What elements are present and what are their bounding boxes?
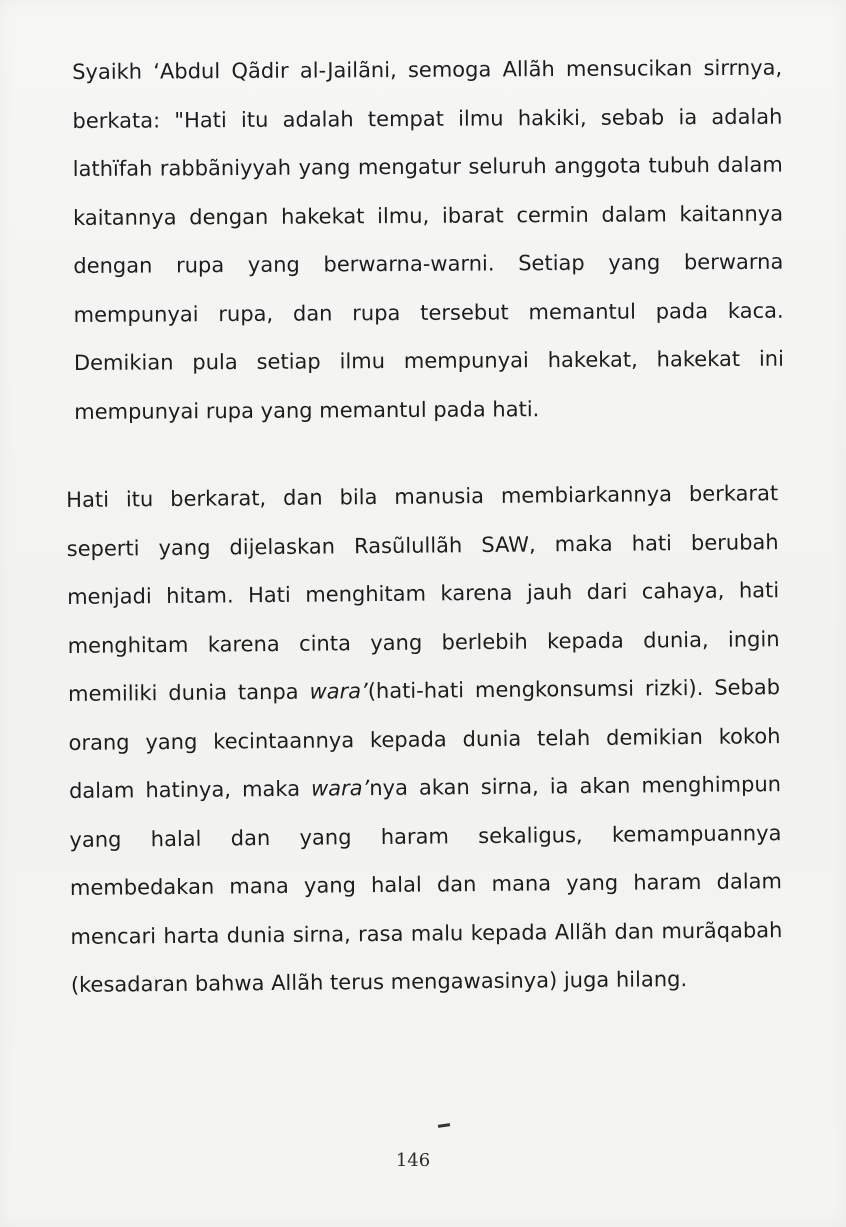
italic-term-wara-2: wara’ [310, 776, 370, 801]
paragraph-1 [72, 44, 784, 436]
ink-mark [438, 1123, 450, 1128]
italic-term-wara-1: wara’ [309, 679, 368, 704]
paragraph-2 [66, 469, 783, 1009]
paragraph-1-text: Syaikh ‘Abdul Qãdir al-Jailãni, semoga Allãh mensucikan sirrnya, berkata: "Hati itu adalah tempat ilmu hakiki, sebab ia adalah lathïfah rabbãniyyah yang mengatur seluruh anggota tubuh dalam kaitannya dengan hakekat ilmu, ibarat cermin dalam kaitannya dengan rupa yang berwarna-warni. Setiap yang berwarna mempunyai rupa, dan rupa tersebut memantul pada kaca. Demikian pula setiap ilmu mempunyai hakekat, hakekat ini mempunyai rupa yang memantul pada hati. [72, 55, 784, 424]
paragraph-2-text-a: Hati itu berkarat, dan bila manusia membiarkannya berkarat seperti yang dijelaskan Rasũlullãh SAW, maka hati berubah menjadi hitam. Hati menghitam karena jauh dari cahaya, hati menghitam karena cinta yang berlebih kepada dunia, ingin memiliki dunia tanpa [66, 481, 780, 706]
paragraph-2-text-b: (hati-hati mengkonsumsi rizki). Sebab orang yang kecintaannya kepada dunia telah demikian kokoh dalam hatinya, maka [68, 675, 781, 803]
page-number: 146 [395, 1150, 431, 1171]
paragraph-2-text-c: nya akan sirna, ia akan menghimpun yang halal dan yang haram sekaligus, kemampuannya membedakan mana yang halal dan mana yang haram dalam mencari harta dunia sirna, rasa malu kepada Allãh dan murãqabah (kesadaran bahwa Allãh terus mengawasinya) juga hilang. [69, 772, 783, 997]
